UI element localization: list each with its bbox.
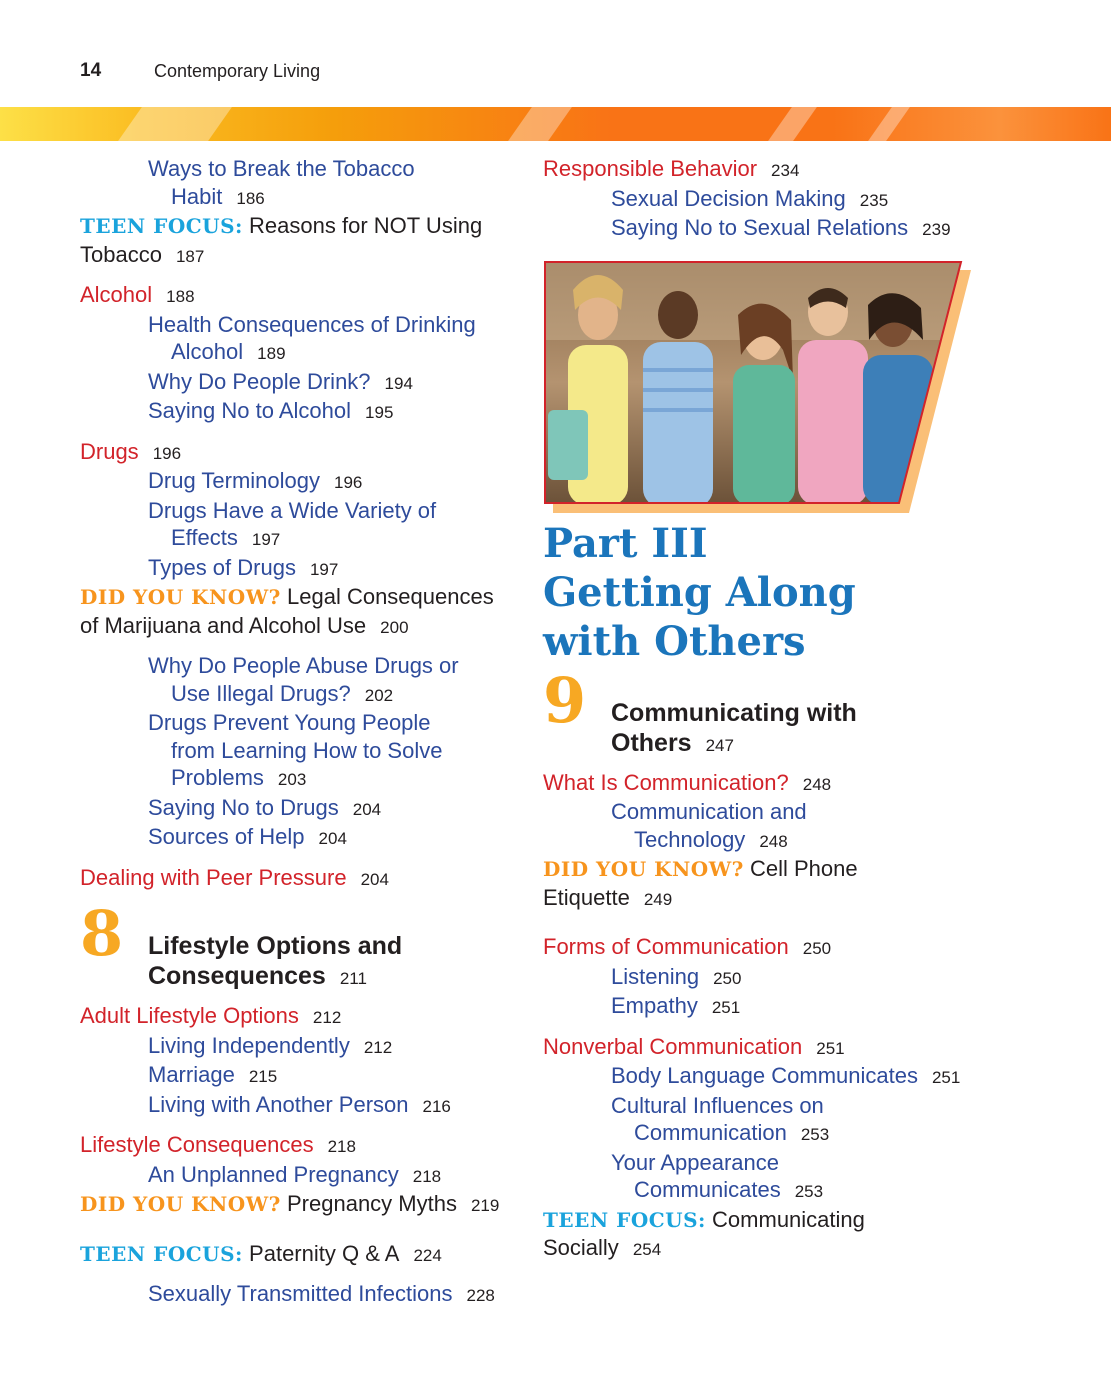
photo-illustration xyxy=(543,260,983,520)
toc-section-responsible-behavior[interactable]: Responsible Behavior 234 xyxy=(543,156,800,181)
toc-entry-appearance[interactable]: Your Appearance Communicates 253 xyxy=(611,1149,824,1202)
toc-section-adult-lifestyle[interactable]: Adult Lifestyle Options 212 xyxy=(80,1003,342,1028)
toc-section-peer-pressure[interactable]: Dealing with Peer Pressure 204 xyxy=(80,864,389,890)
toc-entry-why-abuse[interactable]: Why Do People Abuse Drugs or Use Illegal Drugs? 202 xyxy=(148,653,459,706)
toc-entry-types-of-drugs[interactable]: Types of Drugs 197 xyxy=(148,554,339,580)
toc-entry-body-language[interactable]: Body Language Communicates 251 xyxy=(611,1063,961,1088)
toc-section-drugs[interactable]: Drugs 196 xyxy=(80,438,182,464)
toc-entry-health-consequences[interactable]: Health Consequences of Drinking Alcohol 189 xyxy=(148,311,476,364)
toc-entry-sti[interactable]: Sexually Transmitted Infections 228 xyxy=(148,1281,495,1306)
toc-section-forms-communication[interactable]: Forms of Communication 250 xyxy=(543,934,832,959)
toc-entry-saying-no-sexual[interactable]: Saying No to Sexual Relations 239 xyxy=(611,215,951,240)
header-band xyxy=(0,107,1111,141)
teen-focus-label: TEEN FOCUS: xyxy=(543,1207,706,1232)
did-you-know-cell-phone[interactable]: DID YOU KNOW? Cell Phone Etiquette 249 xyxy=(543,856,858,910)
toc-section-nonverbal[interactable]: Nonverbal Communication 251 xyxy=(543,1033,845,1059)
chapter-8-heading[interactable]: 8 Lifestyle Options and Consequences 211 xyxy=(80,897,403,990)
toc-entry-unplanned-pregnancy[interactable]: An Unplanned Pregnancy 218 xyxy=(148,1161,442,1187)
chapter-number: 8 xyxy=(80,897,124,970)
toc-entry-cultural[interactable]: Cultural Influences on Communication 253 xyxy=(611,1092,830,1145)
page-number: 14 xyxy=(80,60,102,81)
toc-section-lifestyle-consequences[interactable]: Lifestyle Consequences 218 xyxy=(80,1132,356,1157)
toc-entry-living-independently[interactable]: Living Independently 212 xyxy=(148,1032,393,1058)
teen-focus-label: TEEN FOCUS: xyxy=(80,214,243,238)
toc-entry-living-with-another[interactable]: Living with Another Person 216 xyxy=(148,1091,451,1117)
toc-entry-empathy[interactable]: Empathy 251 xyxy=(611,993,741,1018)
toc-entry-drug-terminology[interactable]: Drug Terminology 196 xyxy=(148,468,363,493)
toc-entry-tobacco-habit[interactable]: Ways to Break the Tobacco Habit 186 xyxy=(148,156,415,209)
toc-entry-saying-no-alcohol[interactable]: Saying No to Alcohol 195 xyxy=(148,398,394,423)
toc-right-column xyxy=(543,155,1023,1264)
did-you-know-label: DID YOU KNOW? xyxy=(80,1192,281,1216)
toc-entry-listening[interactable]: Listening 250 xyxy=(611,963,742,989)
toc-entry-sexual-decision[interactable]: Sexual Decision Making 235 xyxy=(611,185,889,211)
teen-focus-label: TEEN FOCUS: xyxy=(80,1241,243,1266)
did-you-know-marijuana[interactable]: DID YOU KNOW? Legal Consequences of Marijuana and Alcohol Use 200 xyxy=(80,584,494,638)
toc-section-alcohol[interactable]: Alcohol 188 xyxy=(80,282,195,307)
toc-section-what-is-communication[interactable]: What Is Communication? 248 xyxy=(543,769,832,795)
toc-entry-saying-no-drugs[interactable]: Saying No to Drugs 204 xyxy=(148,794,382,820)
did-you-know-label: DID YOU KNOW? xyxy=(80,585,281,609)
chapter-title: Lifestyle Options and xyxy=(148,932,403,960)
teen-focus-communicating[interactable]: TEEN FOCUS: Communicating Socially 254 xyxy=(543,1206,865,1260)
running-header: Contemporary Living xyxy=(154,61,321,81)
toc-left-column xyxy=(80,155,520,1310)
chapter-number: 9 xyxy=(543,663,587,737)
chapter-9-heading[interactable]: 9 Communicating with Others 247 xyxy=(543,663,857,757)
toc-entry-why-drink[interactable]: Why Do People Drink? 194 xyxy=(148,368,413,394)
part-title[interactable]: Part III Getting Along with Others xyxy=(543,519,856,665)
did-you-know-label: DID YOU KNOW? xyxy=(543,857,744,881)
toc-entry-marriage[interactable]: Marriage 215 xyxy=(148,1062,278,1087)
toc-entry-drugs-variety[interactable]: Drugs Have a Wide Variety of Effects 197 xyxy=(148,497,437,550)
toc-entry-sources-help[interactable]: Sources of Help 204 xyxy=(148,824,347,849)
did-you-know-pregnancy[interactable]: DID YOU KNOW? Pregnancy Myths 219 xyxy=(80,1191,500,1216)
teen-focus-paternity[interactable]: TEEN FOCUS: Paternity Q & A 224 xyxy=(80,1240,442,1266)
toc-entry-drugs-prevent[interactable]: Drugs Prevent Young People from Learning How to Solve Problems 203 xyxy=(148,710,443,790)
chapter-title: Communicating with xyxy=(611,698,857,727)
teens-group-photo xyxy=(543,260,963,505)
toc-entry-comm-tech[interactable]: Communication and Technology 248 xyxy=(611,799,807,852)
teen-focus-tobacco[interactable]: TEEN FOCUS: Reasons for NOT Using Tobacco 187 xyxy=(80,213,483,267)
